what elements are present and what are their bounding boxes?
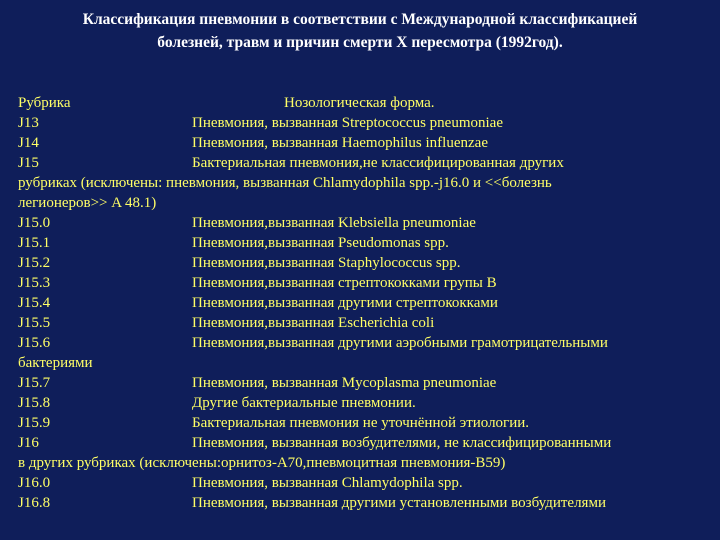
- nosological-form: Пневмония, вызванная другими установленными возбудителями: [192, 495, 606, 511]
- nosological-form-header: Нозологическая форма.: [284, 95, 435, 111]
- nosological-form: Пневмония,вызванная Escherichia coli: [192, 315, 435, 331]
- continuation-line: в других рубриках (исключены:орнитоз-A70,пневмоцитная пневмония-B59): [18, 455, 506, 471]
- rubric-header: Рубрика: [18, 95, 71, 111]
- list-item: [18, 233, 718, 253]
- list-item: [18, 493, 718, 513]
- list-item: [18, 293, 718, 313]
- rows-container: [18, 113, 718, 513]
- nosological-form: Пневмония,вызванная другими аэробными грамотрицательными: [192, 335, 608, 351]
- list-item: [18, 413, 718, 433]
- nosological-form: Бактериальная пневмония,не классифицированная других: [192, 155, 564, 171]
- title-line-2: болезней, травм и причин смерти X пересмотра (1992год).: [157, 34, 563, 51]
- nosological-form: Другие бактериальные пневмонии.: [192, 395, 416, 411]
- rubric-code: J15.4: [18, 295, 51, 311]
- nosological-form: Пневмония, вызванная Streptococcus pneumoniae: [192, 115, 503, 131]
- list-item: [18, 333, 718, 353]
- rubric-code: J15.6: [18, 335, 51, 351]
- nosological-form: Пневмония, вызванная Mycoplasma pneumoniae: [192, 375, 497, 391]
- list-item: [18, 133, 718, 153]
- rubric-code: J15.2: [18, 255, 51, 271]
- list-item: [18, 113, 718, 133]
- list-item: [18, 393, 718, 413]
- rubric-code: J15.8: [18, 395, 51, 411]
- nosological-form: Пневмония, вызванная Haemophilus influenzae: [192, 135, 488, 151]
- rubric-code: J16.0: [18, 475, 51, 491]
- page-title: [0, 8, 720, 54]
- list-item: [18, 473, 718, 493]
- nosological-form: Пневмония,вызванная Pseudomonas spp.: [192, 235, 449, 251]
- classification-list: [18, 93, 718, 513]
- list-item: [18, 433, 718, 453]
- list-item: [18, 153, 718, 173]
- rubric-code: J13: [18, 115, 39, 131]
- continuation-line: легионеров>> A 48.1): [18, 195, 157, 211]
- nosological-form: Пневмония,вызванная Staphylococcus spp.: [192, 255, 461, 271]
- list-item: [18, 253, 718, 273]
- rubric-code: J15.9: [18, 415, 51, 431]
- list-item: [18, 273, 718, 293]
- nosological-form: Пневмония, вызванная Chlamydophila spp.: [192, 475, 463, 491]
- continuation-line: бактериями: [18, 355, 93, 371]
- rubric-code: J14: [18, 135, 39, 151]
- nosological-form: Пневмония,вызванная другими стрептококками: [192, 295, 498, 311]
- list-item: [18, 313, 718, 333]
- list-item: [18, 373, 718, 393]
- nosological-form: Пневмония,вызванная Klebsiella pneumoniae: [192, 215, 476, 231]
- nosological-form: Бактериальная пневмония не уточнённой этиологии.: [192, 415, 530, 431]
- title-line-1: Классификация пневмонии в соответствии с Международной классификацией: [82, 11, 638, 28]
- continuation-line: рубриках (исключены: пневмония, вызванная Chlamydophila spp.-j16.0 и <<болезнь: [18, 175, 552, 191]
- rubric-code: J15.0: [18, 215, 51, 231]
- header-row: [18, 93, 718, 113]
- list-item: [18, 213, 718, 233]
- rubric-code: J15: [18, 155, 39, 171]
- nosological-form: Пневмония,вызванная стрептококками групы B: [192, 275, 497, 291]
- rubric-code: J16: [18, 435, 39, 451]
- rubric-code: J15.7: [18, 375, 51, 391]
- rubric-code: J16.8: [18, 495, 51, 511]
- rubric-code: J15.3: [18, 275, 51, 291]
- rubric-code: J15.1: [18, 235, 51, 251]
- nosological-form: Пневмония, вызванная возбудителями, не классифицированными: [192, 435, 612, 451]
- rubric-code: J15.5: [18, 315, 51, 331]
